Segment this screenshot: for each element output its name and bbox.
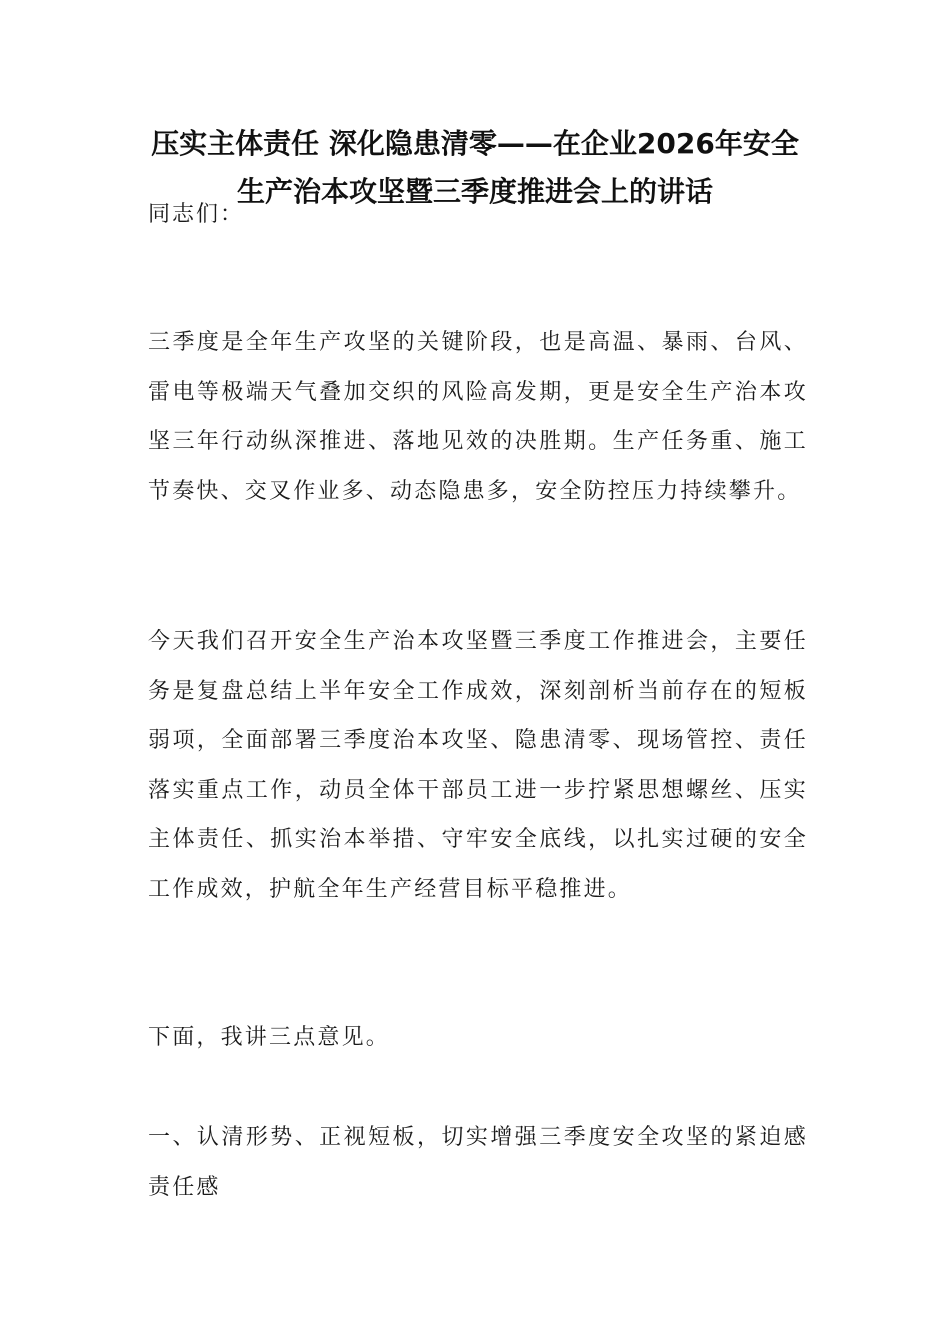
salutation: 同志们： — [148, 202, 245, 227]
title-line-1: 压实主体责任 深化隐患清零——在企业2026年安全 — [151, 127, 799, 160]
section-heading-one: 一、认清形势、正视短板，切实增强三季度安全攻坚的紧迫感责任感 — [148, 1125, 808, 1200]
title-line-2: 生产治本攻坚暨三季度推进会上的讲话 — [236, 175, 713, 208]
paragraph-three-points: 下面，我讲三点意见。 — [148, 1025, 391, 1050]
paragraph-meeting-purpose: 今天我们召开安全生产治本攻坚暨三季度工作推进会，主要任务是复盘总结上半年安全工作成效，深刻剖析当前存在的短板弱项，全面部署三季度治本攻坚、隐患清零、现场管控、责任落实重点工作，动员全体干部员工进一步拧紧思想螺丝、压实主体责任、抓实治本举措、守牢安全底线，以扎实过硬的安全工作成效，护航全年生产经营目标平稳推进。 — [148, 629, 808, 902]
paragraph-intro: 三季度是全年生产攻坚的关键阶段，也是高温、暴雨、台风、雷电等极端天气叠加交织的风险高发期，更是安全生产治本攻坚三年行动纵深推进、落地见效的决胜期。生产任务重、施工节奏快、交叉作业多、动态隐患多，安全防控压力持续攀升。 — [148, 330, 808, 504]
